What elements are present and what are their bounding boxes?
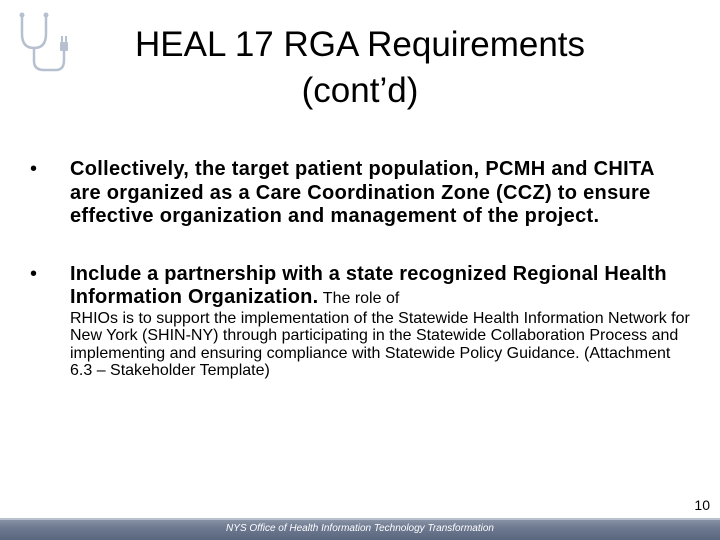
- bullet-dot: •: [30, 262, 38, 285]
- footer-highlight: [0, 518, 720, 520]
- bullet-text-ccz: Collectively, the target patient population, PCMH and CHITA are organized as a Care Coordination Zone (CCZ) to ensure effective organization and management of the project.: [70, 158, 655, 227]
- bullet-lead-rhio: Include a partnership with a state recognized Regional Health Information Organization.: [70, 262, 667, 308]
- bullet-small-start: The role of: [322, 290, 400, 307]
- slide-title: [60, 22, 660, 114]
- bullet-dot: •: [30, 158, 38, 180]
- footer-text: NYS Office of Health Information Technology Transformation: [226, 523, 494, 534]
- bullet-list: [30, 158, 690, 380]
- page-number: 10: [694, 497, 710, 513]
- footer-bar: [0, 518, 720, 540]
- bullet-text-rhio: RHIOs is to support the implementation of the Statewide Health Information Network for New York (SHIN-NY) through participating in the Statewide Collaboration Process and implementing and ensuring compliance with Statewide Policy Guidance. (Attachment 6.3 – Stakeholder Template): [70, 309, 690, 379]
- bullet-item-rhio: [30, 263, 690, 380]
- bullet-item-ccz: [30, 158, 690, 229]
- title-line-2: (cont’d): [301, 71, 419, 110]
- title-line-1: HEAL 17 RGA Requirements: [134, 25, 586, 64]
